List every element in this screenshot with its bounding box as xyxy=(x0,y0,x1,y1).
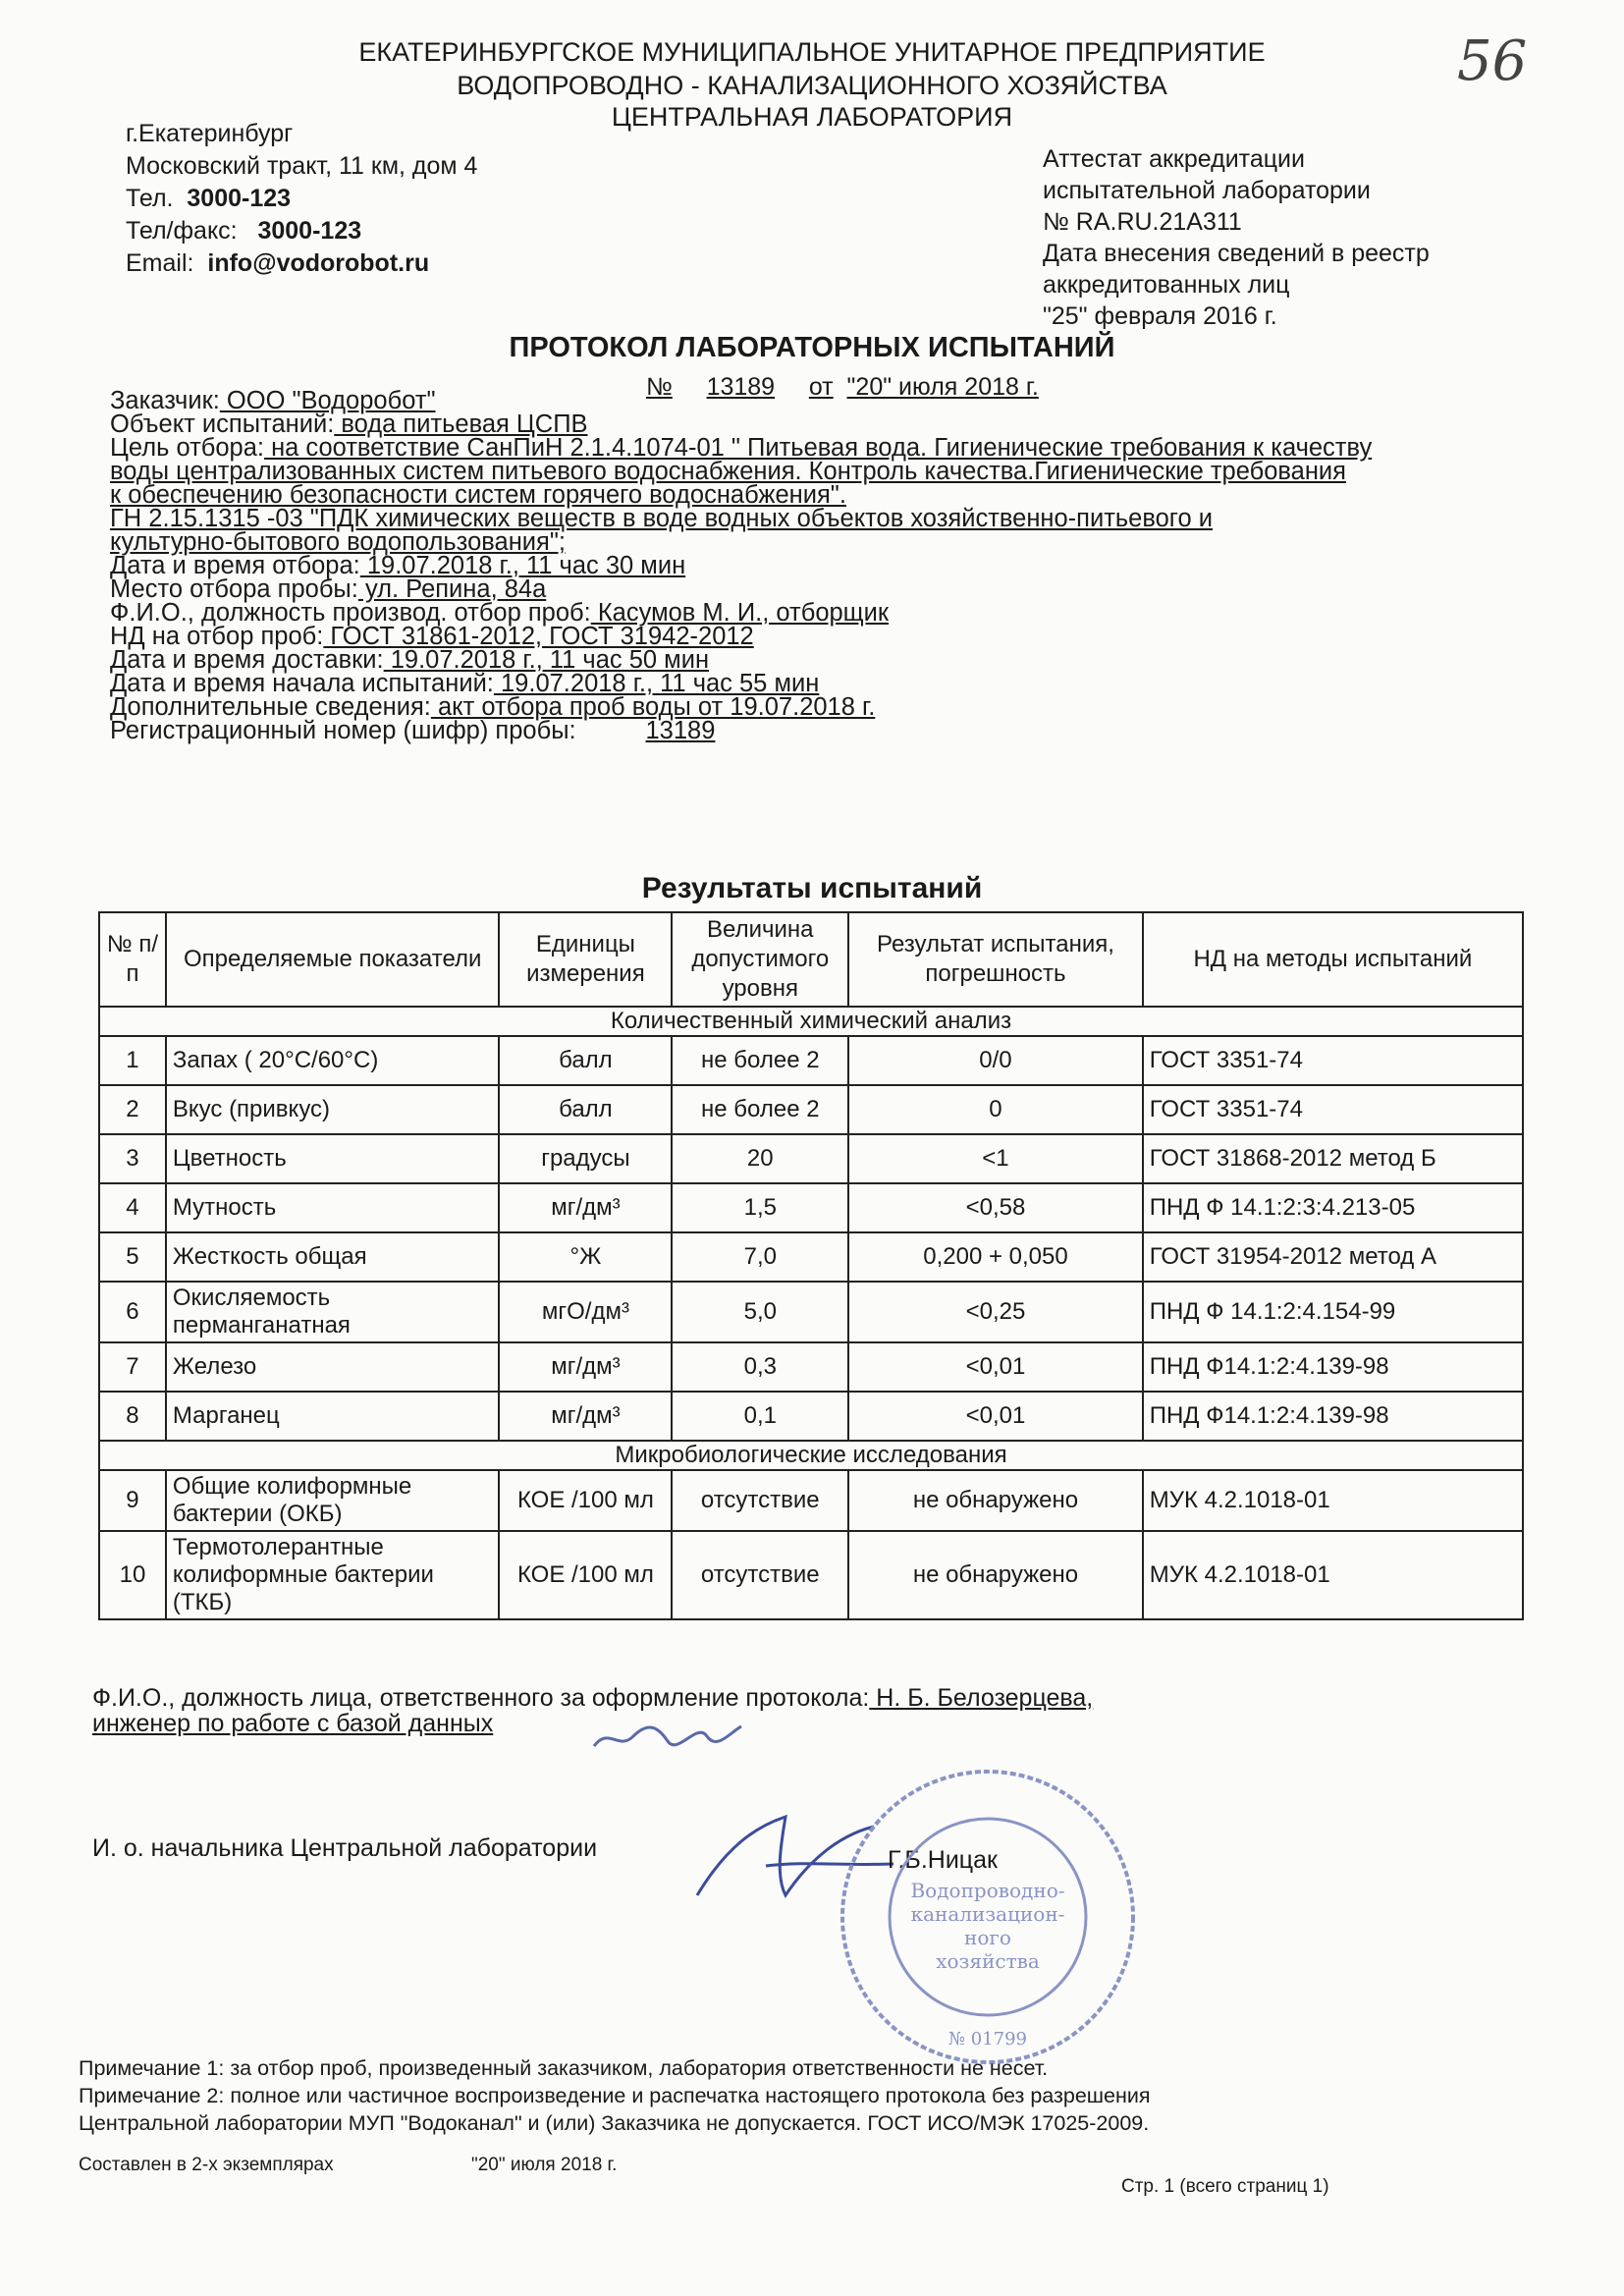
footer-date: "20" июля 2018 г. xyxy=(471,2155,618,2175)
field-label: Объект испытаний: xyxy=(110,410,335,438)
protocol-date: "20" июля 2018 г. xyxy=(846,373,1039,401)
method: МУК 4.2.1018-01 xyxy=(1143,1531,1523,1619)
row-number: 7 xyxy=(99,1342,166,1392)
field-label: Дата и время начала испытаний: xyxy=(110,670,494,697)
results-title: Результаты испытаний xyxy=(641,872,983,904)
section-row xyxy=(99,1007,1523,1036)
method: ПНД Ф14.1:2:4.139-98 xyxy=(1143,1392,1523,1441)
sampling-place: ул. Репина, 84а xyxy=(357,575,547,603)
column-header: Единицы измерения xyxy=(499,912,672,1007)
field-label: Дополнительные сведения: xyxy=(110,693,431,721)
org-name-line3: ЦЕНТРАЛЬНАЯ ЛАБОРАТОРИЯ xyxy=(611,102,1013,132)
result: <1 xyxy=(848,1134,1142,1183)
purpose-value: культурно-бытового водопользования"; xyxy=(110,528,566,556)
sampling-standard: ГОСТ 31861-2012, ГОСТ 31942-2012 xyxy=(323,623,754,650)
org-name-line2: ВОДОПРОВОДНО - КАНАЛИЗАЦИОННОГО ХОЗЯЙСТВА xyxy=(457,71,1167,100)
contact-block xyxy=(126,118,477,280)
column-header: Результат испытания, погрешность xyxy=(848,912,1142,1007)
sample-fields xyxy=(110,389,1524,742)
accreditation-number: № RA.RU.21A311 xyxy=(1043,208,1242,236)
accreditation-line: испытательной лаборатории xyxy=(1043,177,1371,204)
limit: 7,0 xyxy=(672,1232,848,1282)
fax-label: Тел/факс: xyxy=(126,217,238,245)
result: <0,01 xyxy=(848,1342,1142,1392)
tel-value: 3000-123 xyxy=(187,185,292,212)
limit: отсутствие xyxy=(672,1470,848,1531)
limit: отсутствие xyxy=(672,1531,848,1619)
row-number: 3 xyxy=(99,1134,166,1183)
purpose-value: воды централизованных систем питьевого водоснабжения. Контроль качества.Гигиенические требования xyxy=(110,458,1346,485)
indicator-name: Термотолерантные колиформные бактерии (ТКБ) xyxy=(166,1531,500,1619)
note-2: Примечание 2: полное или частичное воспроизведение и распечатка настоящего протокола без разрешения xyxy=(79,2084,1151,2107)
purpose-value: ГН 2.15.1315 -03 "ПДК химических веществ в воде водных объектов хозяйственно-питьевого и xyxy=(110,505,1214,532)
table-header-row xyxy=(99,912,1523,1007)
purpose-value: к обеспечению безопасности систем горячего водоснабжения". xyxy=(110,481,846,509)
responsible-label: Ф.И.О., должность лица, ответственного за оформление протокола: xyxy=(92,1684,870,1712)
unit: КОЕ /100 мл xyxy=(499,1531,672,1619)
field-label: Цель отбора: xyxy=(110,434,264,462)
method: ГОСТ 31868-2012 метод Б xyxy=(1143,1134,1523,1183)
field-label: Дата и время отбора: xyxy=(110,552,360,579)
note-2-continued: Центральной лаборатории МУП "Водоканал" и (или) Заказчика не допускается. ГОСТ ИСО/МЭК 17025-2009. xyxy=(79,2111,1150,2135)
unit: мг/дм³ xyxy=(499,1392,672,1441)
address: Московский тракт, 11 км, дом 4 xyxy=(126,152,478,180)
registration-number: 13189 xyxy=(645,717,716,744)
indicator-name: Цветность xyxy=(166,1134,500,1183)
result: не обнаружено xyxy=(848,1531,1142,1619)
unit: мгО/дм³ xyxy=(499,1282,672,1342)
email-value: info@vodorobot.ru xyxy=(207,249,430,277)
row-number: 1 xyxy=(99,1036,166,1085)
field-label: Регистрационный номер (шифр) пробы: xyxy=(110,717,576,744)
method: МУК 4.2.1018-01 xyxy=(1143,1470,1523,1531)
table-row xyxy=(99,1282,1523,1342)
row-number: 5 xyxy=(99,1232,166,1282)
table-row xyxy=(99,1085,1523,1134)
field-label: Место отбора пробы: xyxy=(110,575,358,603)
responsible-position: инженер по работе с базой данных xyxy=(92,1710,494,1737)
table-row xyxy=(99,1392,1523,1441)
table-row xyxy=(99,1531,1523,1619)
indicator-name: Общие колиформные бактерии (ОКБ) xyxy=(166,1470,500,1531)
field-label: Дата и время доставки: xyxy=(110,646,384,674)
unit: КОЕ /100 мл xyxy=(499,1470,672,1531)
results-table xyxy=(98,911,1524,1620)
extra-info: акт отбора проб воды от 19.07.2018 г. xyxy=(430,693,876,721)
note-1: Примечание 1: за отбор проб, произведенный заказчиком, лаборатория ответственности не несет. xyxy=(79,2056,1049,2080)
row-number: 4 xyxy=(99,1183,166,1232)
from-label: от xyxy=(808,373,834,401)
copies-note: Составлен в 2-х экземплярах xyxy=(79,2155,334,2175)
table-row xyxy=(99,1232,1523,1282)
accreditation-line: аккредитованных лиц xyxy=(1043,271,1290,299)
method: ПНД Ф14.1:2:4.139-98 xyxy=(1143,1342,1523,1392)
svg-text:ного: ного xyxy=(964,1926,1011,1949)
field-label: НД на отбор проб: xyxy=(110,623,324,650)
limit: 0,1 xyxy=(672,1392,848,1441)
limit: не более 2 xyxy=(672,1036,848,1085)
row-number: 9 xyxy=(99,1470,166,1531)
unit: мг/дм³ xyxy=(499,1342,672,1392)
result: 0 xyxy=(848,1085,1142,1134)
limit: 0,3 xyxy=(672,1342,848,1392)
fax-value: 3000-123 xyxy=(257,217,362,245)
unit: балл xyxy=(499,1085,672,1134)
seal-stamp-icon xyxy=(831,1760,1145,2074)
indicator-name: Жесткость общая xyxy=(166,1232,500,1282)
page-counter: Стр. 1 (всего страниц 1) xyxy=(1121,2176,1329,2197)
indicator-name: Мутность xyxy=(166,1183,500,1232)
head-name: Г.Б.Ницак xyxy=(888,1846,998,1874)
sampling-datetime: 19.07.2018 г., 11 час 30 мин xyxy=(359,552,686,579)
city: г.Екатеринбург xyxy=(126,120,294,147)
limit: не более 2 xyxy=(672,1085,848,1134)
customer-value: ООО "Водоробот" xyxy=(219,387,436,414)
result: 0,200 + 0,050 xyxy=(848,1232,1142,1282)
table-row xyxy=(99,1036,1523,1085)
limit: 5,0 xyxy=(672,1282,848,1342)
row-number: 8 xyxy=(99,1392,166,1441)
accreditation-line: Аттестат аккредитации xyxy=(1043,145,1305,173)
result: не обнаружено xyxy=(848,1470,1142,1531)
column-header: Определяемые показатели xyxy=(166,912,500,1007)
org-name-line1: ЕКАТЕРИНБУРГСКОЕ МУНИЦИПАЛЬНОЕ УНИТАРНОЕ ПРЕДПРИЯТИЕ xyxy=(358,37,1266,67)
accreditation-date: "25" февраля 2016 г. xyxy=(1043,302,1277,330)
section-row xyxy=(99,1441,1523,1470)
result: <0,58 xyxy=(848,1183,1142,1232)
svg-text:№ 01799: № 01799 xyxy=(947,2029,1028,2050)
row-number: 2 xyxy=(99,1085,166,1134)
method: ПНД Ф 14.1:2:4.154-99 xyxy=(1143,1282,1523,1342)
unit: градусы xyxy=(499,1134,672,1183)
column-header: Величина допустимого уровня xyxy=(672,912,848,1007)
row-number: 10 xyxy=(99,1531,166,1619)
protocol-title: ПРОТОКОЛ ЛАБОРАТОРНЫХ ИСПЫТАНИЙ xyxy=(509,332,1115,363)
section-chemical: Количественный химический анализ xyxy=(99,1007,1523,1036)
unit: балл xyxy=(499,1036,672,1085)
tel-label: Тел. xyxy=(126,185,174,212)
section-micro: Микробиологические исследования xyxy=(99,1441,1523,1470)
unit: °Ж xyxy=(499,1232,672,1282)
protocol-number: 13189 xyxy=(706,373,776,401)
result: 0/0 xyxy=(848,1036,1142,1085)
limit: 1,5 xyxy=(672,1183,848,1232)
accreditation-block xyxy=(1043,143,1430,332)
field-label: Ф.И.О., должность производ. отбор проб: xyxy=(110,599,591,627)
unit: мг/дм³ xyxy=(499,1183,672,1232)
method: ПНД Ф 14.1:2:3:4.213-05 xyxy=(1143,1183,1523,1232)
accreditation-line: Дата внесения сведений в реестр xyxy=(1043,240,1430,267)
sampler-value: Касумов М. И., отборщик xyxy=(590,599,890,627)
result: <0,25 xyxy=(848,1282,1142,1342)
svg-text:хозяйства: хозяйства xyxy=(936,1949,1040,1973)
delivery-datetime: 19.07.2018 г., 11 час 50 мин xyxy=(383,646,710,674)
svg-text:Водопроводно-: Водопроводно- xyxy=(910,1879,1065,1902)
initials-signature-icon xyxy=(589,1707,746,1766)
table-row xyxy=(99,1183,1523,1232)
column-header: № п/п xyxy=(99,912,166,1007)
limit: 20 xyxy=(672,1134,848,1183)
indicator-name: Вкус (привкус) xyxy=(166,1085,500,1134)
table-row xyxy=(99,1134,1523,1183)
table-row xyxy=(99,1470,1523,1531)
indicator-name: Железо xyxy=(166,1342,500,1392)
responsible-name: Н. Б. Белозерцева, xyxy=(869,1684,1094,1712)
method: ГОСТ 31954-2012 метод А xyxy=(1143,1232,1523,1282)
purpose-value: на соответствие СанПиН 2.1.4.1074-01 " Питьевая вода. Гигиенические требования к качеству xyxy=(263,434,1373,462)
head-label: И. о. начальника Центральной лаборатории xyxy=(92,1834,598,1862)
result: <0,01 xyxy=(848,1392,1142,1441)
indicator-name: Запах ( 20°С/60°С) xyxy=(166,1036,500,1085)
method: ГОСТ 3351-74 xyxy=(1143,1036,1523,1085)
email-label: Email: xyxy=(126,249,194,277)
notes-block xyxy=(79,2054,1151,2137)
method: ГОСТ 3351-74 xyxy=(1143,1085,1523,1134)
object-value: вода питьевая ЦСПВ xyxy=(334,410,588,438)
row-number: 6 xyxy=(99,1282,166,1342)
field-label: Заказчик: xyxy=(110,387,220,414)
column-header: НД на методы испытаний xyxy=(1143,912,1523,1007)
indicator-name: Марганец xyxy=(166,1392,500,1441)
svg-text:канализацион-: канализацион- xyxy=(910,1902,1065,1926)
table-row xyxy=(99,1342,1523,1392)
indicator-name: Окисляемость перманганатная xyxy=(166,1282,500,1342)
number-label: № xyxy=(646,373,673,401)
handwritten-page-number: 56 xyxy=(1457,29,1528,93)
test-start-datetime: 19.07.2018 г., 11 час 55 мин xyxy=(493,670,820,697)
